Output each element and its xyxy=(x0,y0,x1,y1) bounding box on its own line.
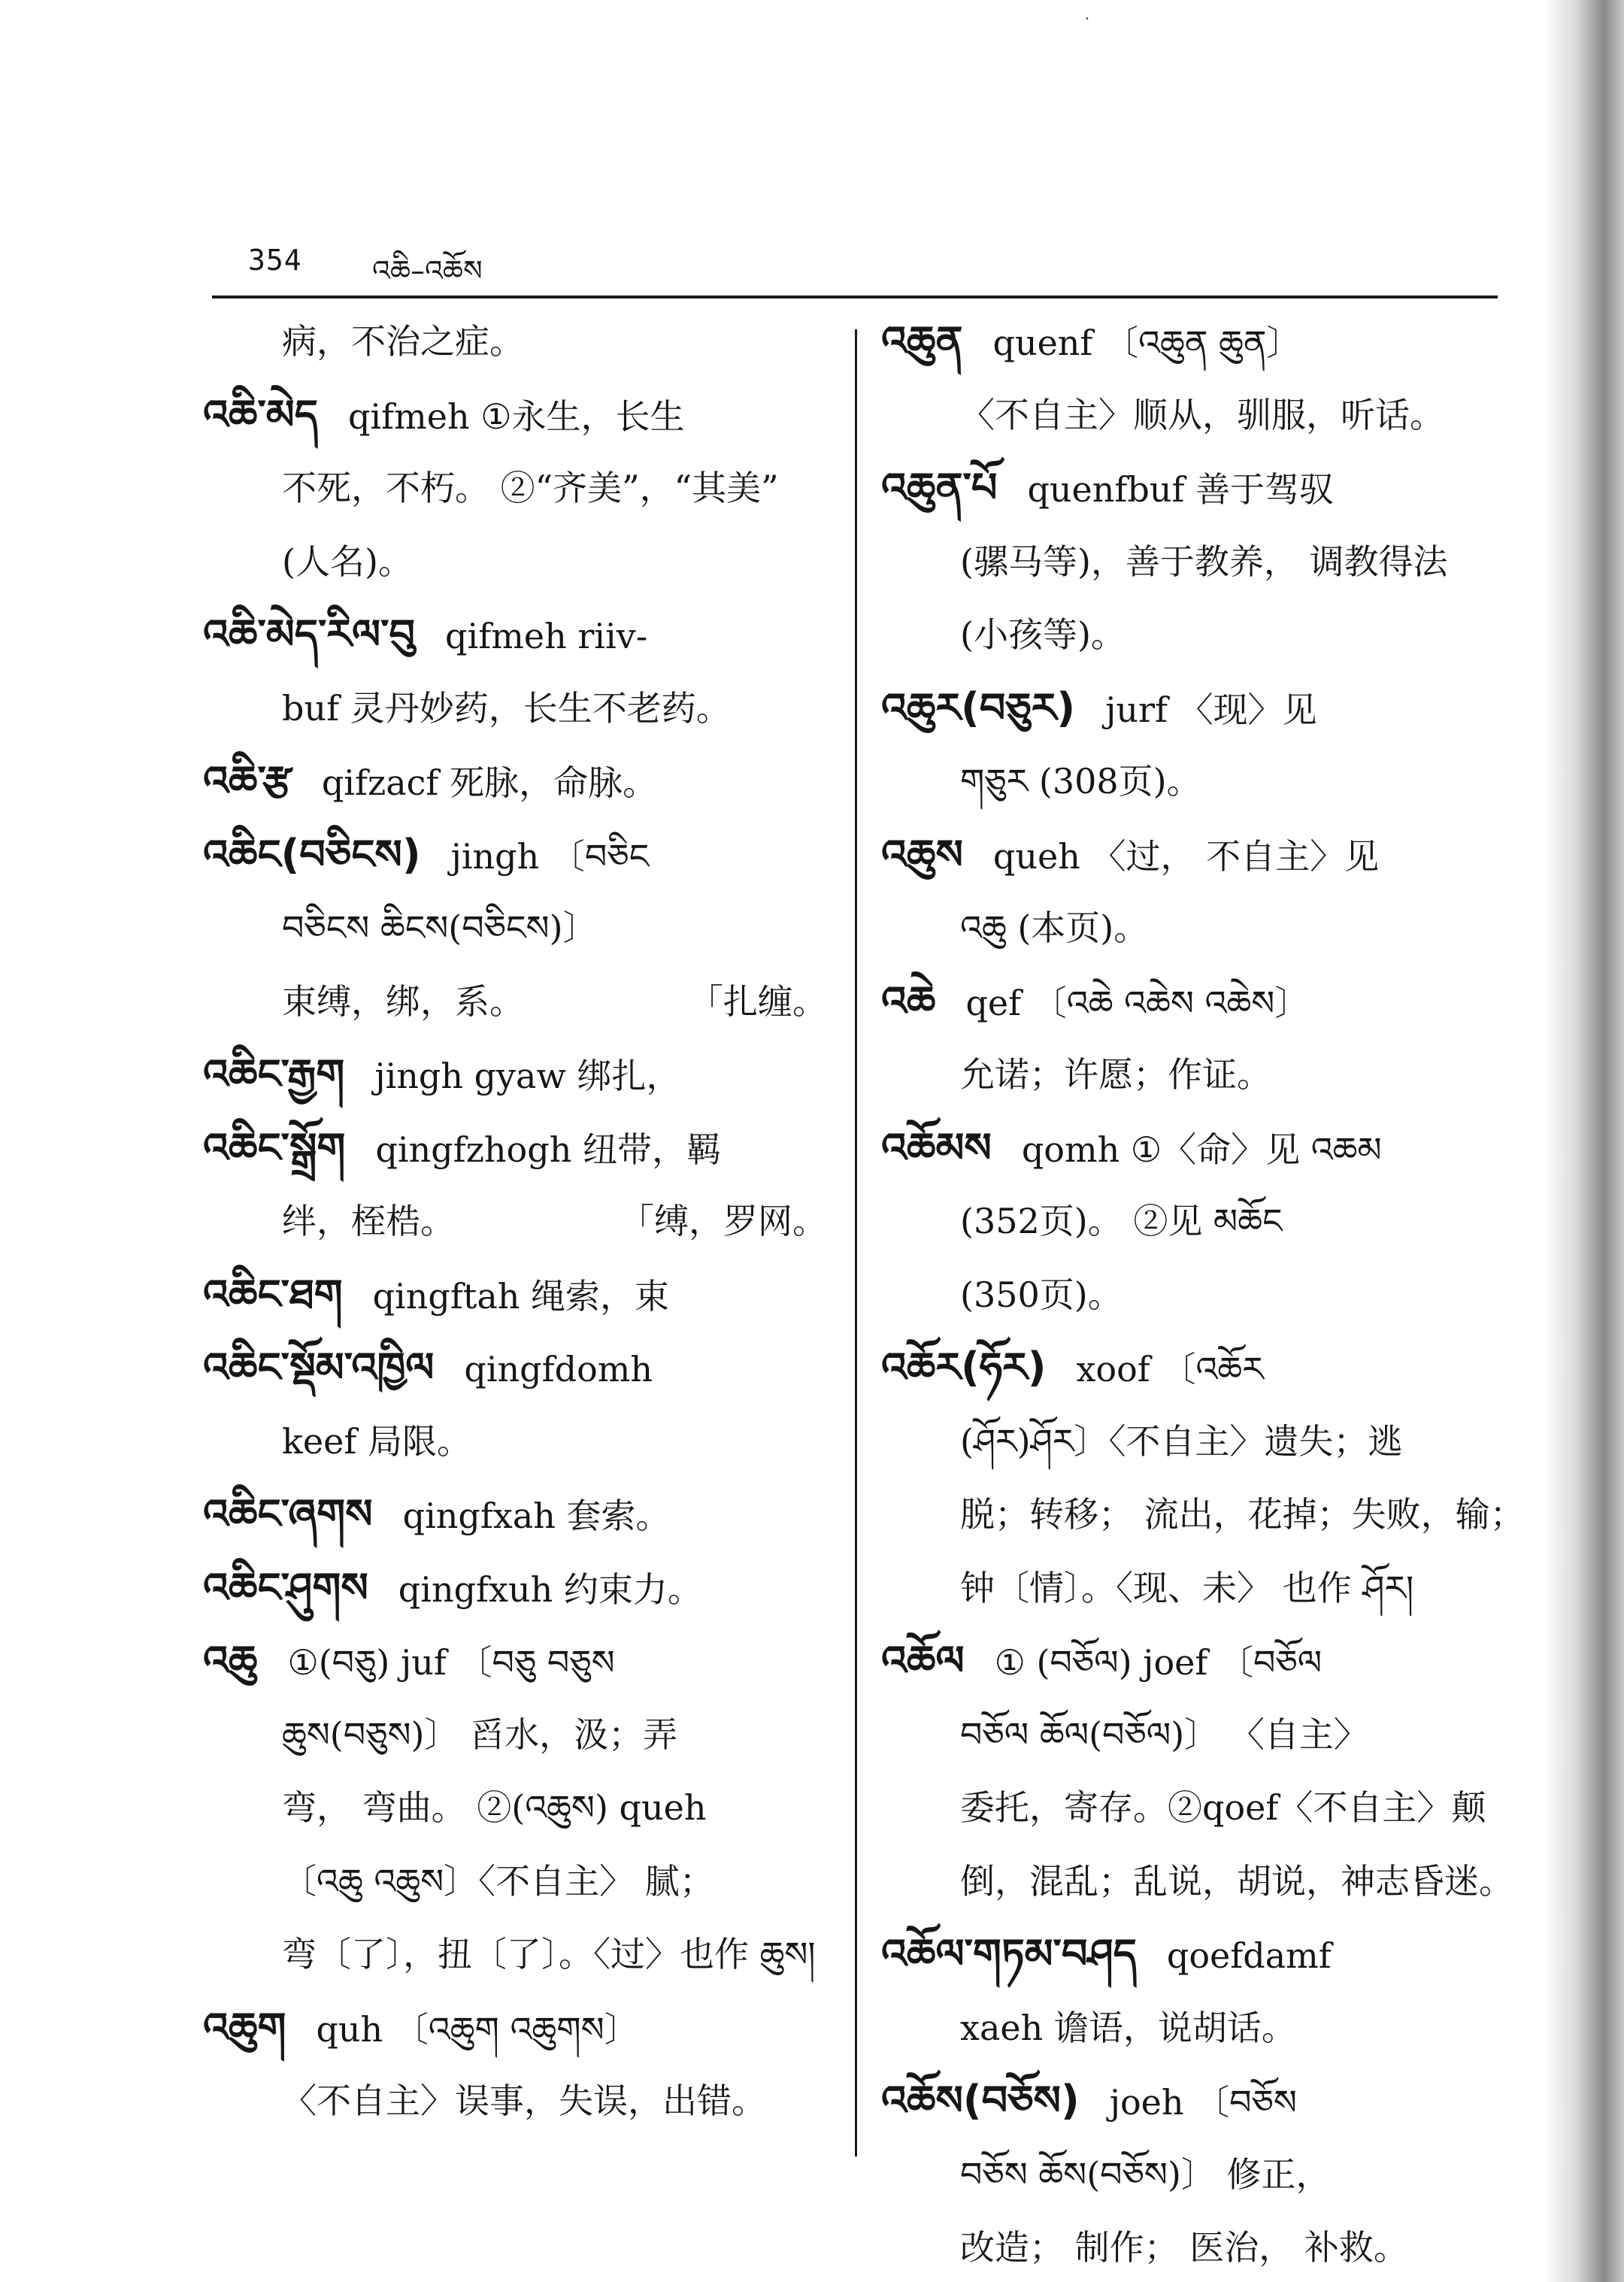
headword: འཆོལ xyxy=(881,1637,965,1684)
definition-line xyxy=(282,312,827,371)
dictionary-entry-line xyxy=(203,386,827,446)
entry-text: ཆུས(བཅུས)〕 舀水，汲；弄 xyxy=(282,1714,678,1755)
dictionary-entry-line xyxy=(881,1925,1505,1985)
entry-text: 改造； 制作； 医治， 补救。 xyxy=(960,2227,1408,2268)
entry-text: qifmeh riiv- xyxy=(445,616,648,656)
running-head: འཆི–འཆོས xyxy=(372,254,483,287)
definition-line xyxy=(960,752,1505,811)
entry-text: བཅིངས ཆིངས(བཅིངས)〕 xyxy=(282,908,598,948)
entry-text: jingh 〔བཅིང xyxy=(450,835,650,877)
entry-text: བཅོལ ཆོལ(བཅོལ)〕 〈自主〉 xyxy=(960,1714,1368,1755)
headword: འཆིང་སྒྲོག xyxy=(203,1123,346,1171)
entry-text: (352页)。 ②见 མཆོང xyxy=(960,1201,1283,1241)
entry-text: qoefdamf xyxy=(1166,1935,1332,1976)
dictionary-entry-line xyxy=(881,679,1505,739)
definition-line xyxy=(960,1778,1505,1837)
entry-text: quh 〔འཆུག འཆུགས〕 xyxy=(316,2008,639,2050)
entry-text: quenfbuf 善于驾驭 xyxy=(1027,469,1335,510)
dictionary-entry-line xyxy=(203,1338,827,1399)
headword: འཆོམས xyxy=(881,1123,992,1171)
dictionary-entry-line xyxy=(203,1999,827,2059)
definition-line xyxy=(282,1705,827,1764)
headword: འཆིང་ཐག xyxy=(203,1270,343,1318)
entry-text: queh 〈过， 不自主〉见 xyxy=(992,835,1380,877)
definition-line xyxy=(282,1852,827,1911)
column-divider xyxy=(855,329,857,2156)
definition-line xyxy=(282,899,827,957)
entry-text: qomh ①〈命〉见 འཆམ xyxy=(1021,1129,1382,1170)
entry-text: 〈不自主〉顺从，驯服，听话。 xyxy=(960,394,1444,435)
entry-text: (350页)。 xyxy=(960,1274,1123,1315)
dictionary-entry-line xyxy=(203,826,827,886)
entry-text: 委托，寄存。②qoef〈不自主〉颠 xyxy=(960,1787,1486,1828)
dictionary-entry-line xyxy=(203,1632,827,1692)
headword: འཆོལ་གཏམ་བཤད xyxy=(881,1930,1137,1977)
dictionary-entry-line xyxy=(881,459,1505,519)
entry-text: jingh gyaw 绑扎， xyxy=(374,1056,681,1096)
entry-text: (ཤོར)ཤོར〕〈不自主〉遗失；逃 xyxy=(960,1420,1403,1462)
dictionary-entry-line xyxy=(203,1485,827,1545)
entry-text: qef 〔འཆེ འཆེས འཆེས〕 xyxy=(965,982,1310,1023)
entry-text: 不死，不朽。 ②“齐美”，“其美” xyxy=(282,468,779,508)
definition-line xyxy=(282,679,827,738)
dictionary-entry-line xyxy=(881,826,1505,886)
entry-text: 病，不治之症。 xyxy=(282,321,524,362)
headword: འཆུན་པོ xyxy=(881,464,998,511)
definition-line xyxy=(960,605,1505,664)
headword: འཆི་མེད་རིལ་བུ xyxy=(203,611,416,658)
headword: འཆེ xyxy=(881,977,936,1025)
definition-line xyxy=(960,1852,1513,1911)
headword: འཆི་མེད xyxy=(203,390,318,438)
entry-text: 弯， 弯曲。 ②(འཆུས) queh xyxy=(282,1787,707,1828)
dictionary-entry-line xyxy=(881,1338,1505,1399)
page-number: 354 xyxy=(248,244,302,277)
entry-text: (小孩等)。 xyxy=(960,614,1126,655)
dictionary-entry-line xyxy=(203,1119,827,1179)
entry-text: (人名)。 xyxy=(282,541,413,582)
headword: འཆིང་ཤུགས xyxy=(203,1563,368,1611)
entry-text: qingfxuh 约束力。 xyxy=(398,1568,702,1610)
entry-text: qingfzhogh 纽带，羁 xyxy=(375,1129,721,1170)
dictionary-entry-line xyxy=(203,1265,827,1326)
definition-line xyxy=(960,2218,1505,2277)
entry-text: quenf 〔འཆུན ཆུན〕 xyxy=(992,323,1301,363)
headword: འཆུས xyxy=(881,830,963,878)
entry-text: བཅོས ཆོས(བཅོས)〕 修正， xyxy=(960,2153,1331,2195)
continuation-text: 「缚，罗网。 xyxy=(620,1201,827,1241)
entry-text: joeh 〔བཅོས xyxy=(1109,2082,1297,2123)
definition-line xyxy=(960,899,1505,957)
entry-text: qingfdomh xyxy=(464,1349,653,1390)
headword: འཆུན xyxy=(881,317,963,365)
entry-text: 允诺；许愿；作证。 xyxy=(960,1054,1271,1095)
entry-text: qifmeh ①永生，长生 xyxy=(347,395,685,437)
headword: འཆུག xyxy=(203,2003,286,2051)
definition-line xyxy=(960,1705,1505,1764)
entry-text: 脱；转移； 流出，花掉；失败，输； xyxy=(960,1494,1525,1535)
page-edge-shadow xyxy=(1545,0,1624,2282)
definition-line xyxy=(960,1412,1505,1471)
dictionary-entry-line xyxy=(203,605,827,665)
definition-line xyxy=(282,972,827,1031)
definition-line xyxy=(960,532,1505,591)
header-rule xyxy=(212,295,1498,299)
definition-line xyxy=(960,1559,1505,1617)
definition-line xyxy=(282,1778,827,1837)
entry-text: buf 灵丹妙药，长生不老药。 xyxy=(282,687,731,729)
dictionary-entry-line xyxy=(881,312,1505,372)
entry-text: xoof 〔འཆོར xyxy=(1076,1349,1264,1390)
definition-line xyxy=(282,2071,827,2130)
headword: འཆོར(ཧོར) xyxy=(881,1344,1047,1391)
dictionary-entry-line xyxy=(881,1119,1505,1179)
page-header xyxy=(248,239,1496,287)
entry-text: 〔འཆུ འཆུས〕〈不自主〉 腻； xyxy=(282,1860,714,1902)
entry-text: qingftah 绳索，束 xyxy=(372,1275,670,1317)
entry-text: jurf 〈现〉见 xyxy=(1105,689,1317,730)
entry-text: (骡马等)，善于教养， 调教得法 xyxy=(960,541,1448,582)
entry-text: ① (བཅོལ) joef 〔བཅོལ xyxy=(994,1642,1323,1683)
headword: འཆིང་རྒྱག xyxy=(203,1050,345,1098)
headword: འཆིང(བཅིངས) xyxy=(203,830,421,878)
headword: འཆིང་ཞགས xyxy=(203,1490,373,1538)
dictionary-entry-line xyxy=(203,1559,827,1619)
entry-text: འཆུ (本页)。 xyxy=(960,908,1149,948)
headword: འཆི་རྩ xyxy=(203,757,292,805)
definition-line xyxy=(960,386,1505,444)
dictionary-entry-line xyxy=(881,2071,1505,2132)
entry-text: keef 局限。 xyxy=(282,1420,471,1462)
definition-line xyxy=(960,1045,1505,1104)
headword: འཆུར(བཅུར) xyxy=(881,683,1076,732)
dictionary-entry-line xyxy=(881,972,1505,1032)
headword: འཆིང་སྡོམ་འཁྱིལ xyxy=(203,1344,435,1391)
definition-line xyxy=(960,2145,1505,2204)
entry-text: 束缚，绑，系。 xyxy=(282,980,524,1022)
definition-line xyxy=(282,1412,827,1471)
entry-text: 绊，桎梏。 xyxy=(282,1201,455,1241)
continuation-text: 「扎缠。 xyxy=(689,980,827,1022)
definition-line xyxy=(282,532,827,591)
dictionary-entry-line xyxy=(881,1632,1505,1692)
scan-mark: ˙ xyxy=(1083,15,1092,36)
entry-text: 弯〔了〕，扭〔了〕。〈过〉也作 ཆུས། xyxy=(282,1934,816,1974)
headword: འཆུ xyxy=(203,1637,258,1684)
definition-line xyxy=(282,1925,827,1983)
entry-text: 倒，混乱；乱说，胡说，神志昏迷。 xyxy=(960,1860,1513,1902)
definition-line xyxy=(960,1265,1505,1324)
definition-line xyxy=(960,1485,1525,1544)
definition-line xyxy=(960,1999,1505,2057)
entry-text: xaeh 谵语，说胡话。 xyxy=(960,2007,1296,2048)
entry-text: གཅུར (308页)。 xyxy=(960,761,1201,802)
entry-text: qifzacf 死脉，命脉。 xyxy=(321,762,658,803)
headword: འཆོས(བཅོས) xyxy=(881,2077,1080,2124)
dictionary-entry-line xyxy=(203,1045,827,1105)
definition-line xyxy=(282,1192,827,1250)
definition-line xyxy=(282,459,827,517)
entry-text: 钟〔情〕。〈现、未〉 也作 ཤོར། xyxy=(960,1567,1414,1608)
entry-text: qingfxah 套索。 xyxy=(402,1496,671,1536)
definition-line xyxy=(960,1192,1505,1250)
entry-text: 〈不自主〉误事，失误，出错。 xyxy=(282,2080,766,2121)
dictionary-entry-line xyxy=(203,752,827,812)
entry-text: ①(བཅུ) juf 〔བཅུ བཅུས xyxy=(287,1642,615,1683)
